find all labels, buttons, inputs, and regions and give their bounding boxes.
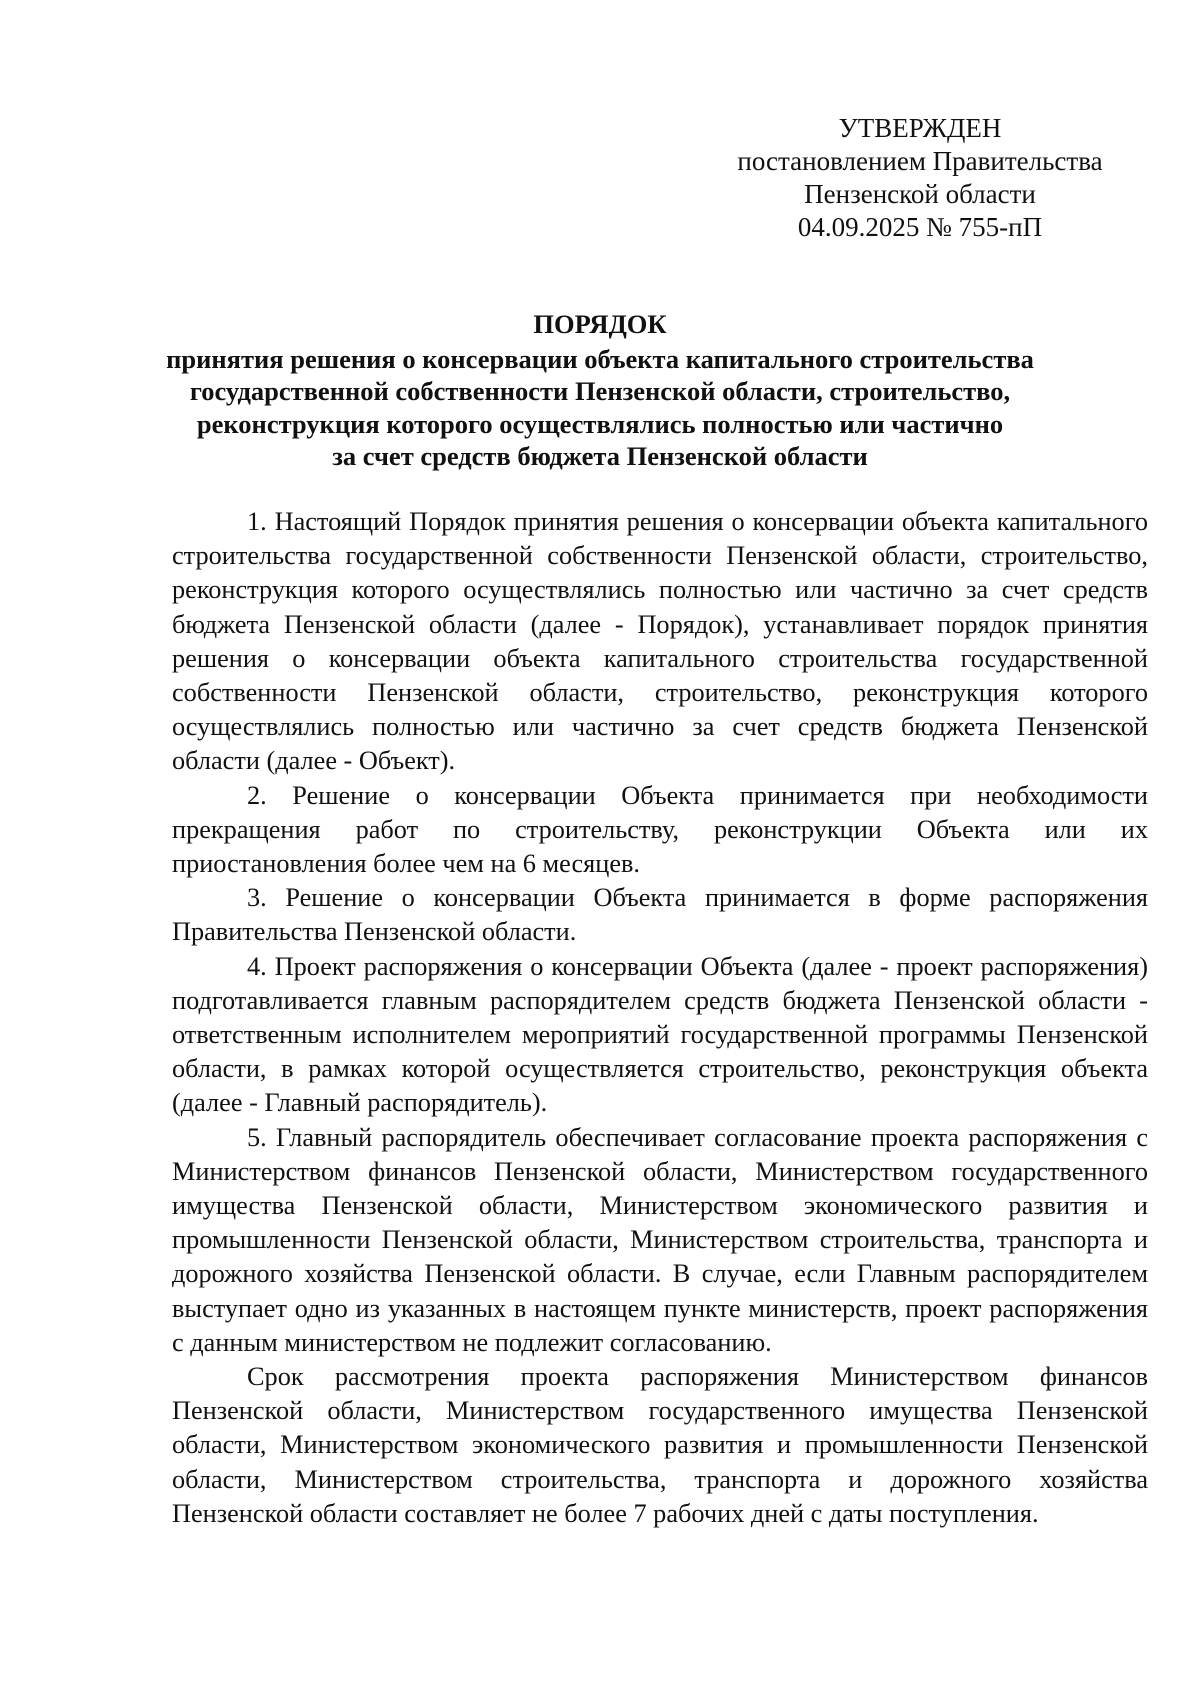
approval-stamp: [720, 112, 1120, 244]
approval-date-number: 04.09.2025 № 755-пП: [797, 212, 1043, 242]
document-title: [150, 308, 1050, 473]
paragraph-5: 5. Главный распорядитель обеспечивает согласование проекта распоряжения с Министерством финансов Пензенской области, Министерством государственного имущества Пензенской области, Министерством экономического развития и промышленности Пензенской области, Министерством строительства, транспорта и дорожного хозяйства Пензенской области. В случае, если Главным распорядителем выступает одно из указанных в настоящем пункте министерств, проект распоряжения с данным министерством не подлежит согласованию.: [172, 1122, 1148, 1357]
document-subtitle-line: реконструкция которого осуществлялись полностью или частично: [196, 408, 1004, 439]
approval-label: УТВЕРЖДЕН: [838, 113, 1002, 143]
paragraph-1: 1. Настоящий Порядок принятия решения о консервации объекта капитального строительства государственной собственности Пензенской области, строительство, реконструкция которого осуществлялись полностью или частично за счет средств бюджета Пензенской области (далее - Порядок), устанавливает порядок принятия решения о консервации объекта капитального строительства государственной собственности Пензенской области, строительство, реконструкция которого осуществлялись полностью или частично за счет средств бюджета Пензенской области (далее - Объект).: [172, 507, 1148, 776]
document-subtitle-line: за счет средств бюджета Пензенской области: [332, 441, 868, 471]
paragraph-4: 4. Проект распоряжения о консервации Объекта (далее - проект распоряжения) подготавливается главным распорядителем средств бюджета Пензенской области - ответственным исполнителем мероприятий государственной программы Пензенской области, в рамках которой осуществляется строительство, реконструкция объекта (далее - Главный распорядитель).: [172, 951, 1148, 1118]
document-body: [172, 505, 1148, 1531]
paragraph-review-period: Срок рассмотрения проекта распоряжения Министерством финансов Пензенской области, Министерством государственного имущества Пензенской области, Министерством экономического развития и промышленности Пензенской области, Министерством строительства, транспорта и дорожного хозяйства Пензенской области составляет не более 7 рабочих дней с даты поступления.: [172, 1362, 1148, 1528]
document-subtitle-line: принятия решения о консервации объекта капитального строительства: [166, 343, 1034, 374]
document-heading: ПОРЯДОК: [533, 309, 667, 339]
approval-resolution: постановлением Правительства: [737, 146, 1103, 176]
approval-region: Пензенской области: [804, 179, 1036, 209]
paragraph-3: 3. Решение о консервации Объекта принимается в форме распоряжения Правительства Пензенской области.: [172, 883, 1148, 947]
paragraph-2: 2. Решение о консервации Объекта принимается при необходимости прекращения работ по строительству, реконструкции Объекта или их приостановления более чем на 6 месяцев.: [172, 780, 1148, 879]
document-subtitle-line: государственной собственности Пензенской области, строительство,: [189, 376, 1011, 406]
